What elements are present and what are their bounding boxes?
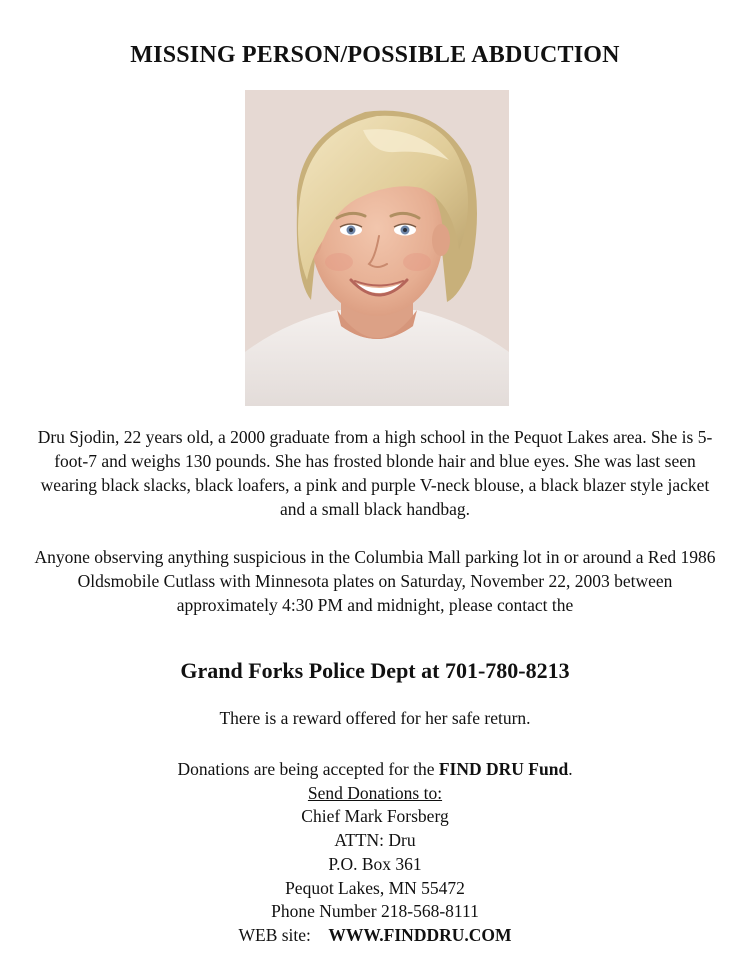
donations-intro: Donations are being accepted for the	[177, 759, 439, 779]
appeal-paragraph: Anyone observing anything suspicious in the Columbia Mall parking lot in or around a Red 1986 Oldsmobile Cutlass with Minnesota plates on Saturday, November 22, 2003 between approximately 4:30 PM and midnight, please contact the	[34, 547, 716, 615]
donations-intro-end: .	[568, 759, 573, 779]
portrait-photo	[245, 90, 509, 406]
donations-section	[0, 758, 750, 948]
web-site-label: WEB site:	[238, 924, 311, 945]
donations-recipient-name: Chief Mark Forsberg	[301, 806, 449, 827]
send-donations-heading: Send Donations to:	[307, 782, 443, 803]
reward-notice: There is a reward offered for her safe return.	[219, 708, 531, 728]
portrait-illustration	[245, 90, 509, 406]
web-site-line	[0, 924, 750, 948]
description-paragraph: Dru Sjodin, 22 years old, a 2000 graduate from a high school in the Pequot Lakes area. She is 5-foot-7 and weighs 130 pounds. She has frosted blonde hair and blue eyes. She was last seen wearing black slacks, black loafers, a pink and purple V-neck blouse, a black blazer style jacket and a small black handbag.	[37, 427, 713, 519]
police-contact: Grand Forks Police Dept at 701-780-8213	[180, 658, 570, 683]
donations-intro-line	[0, 758, 750, 782]
donations-phone: Phone Number 218-568-8111	[271, 901, 479, 922]
donations-po-box: P.O. Box 361	[328, 853, 422, 874]
donations-city-state-zip: Pequot Lakes, MN 55472	[285, 877, 465, 898]
donations-attn: ATTN: Dru	[334, 830, 416, 851]
fund-name: FIND DRU Fund	[438, 759, 569, 779]
web-site-url: WWW.FINDDRU.COM	[328, 924, 512, 945]
headline: MISSING PERSON/POSSIBLE ABDUCTION	[130, 42, 620, 68]
